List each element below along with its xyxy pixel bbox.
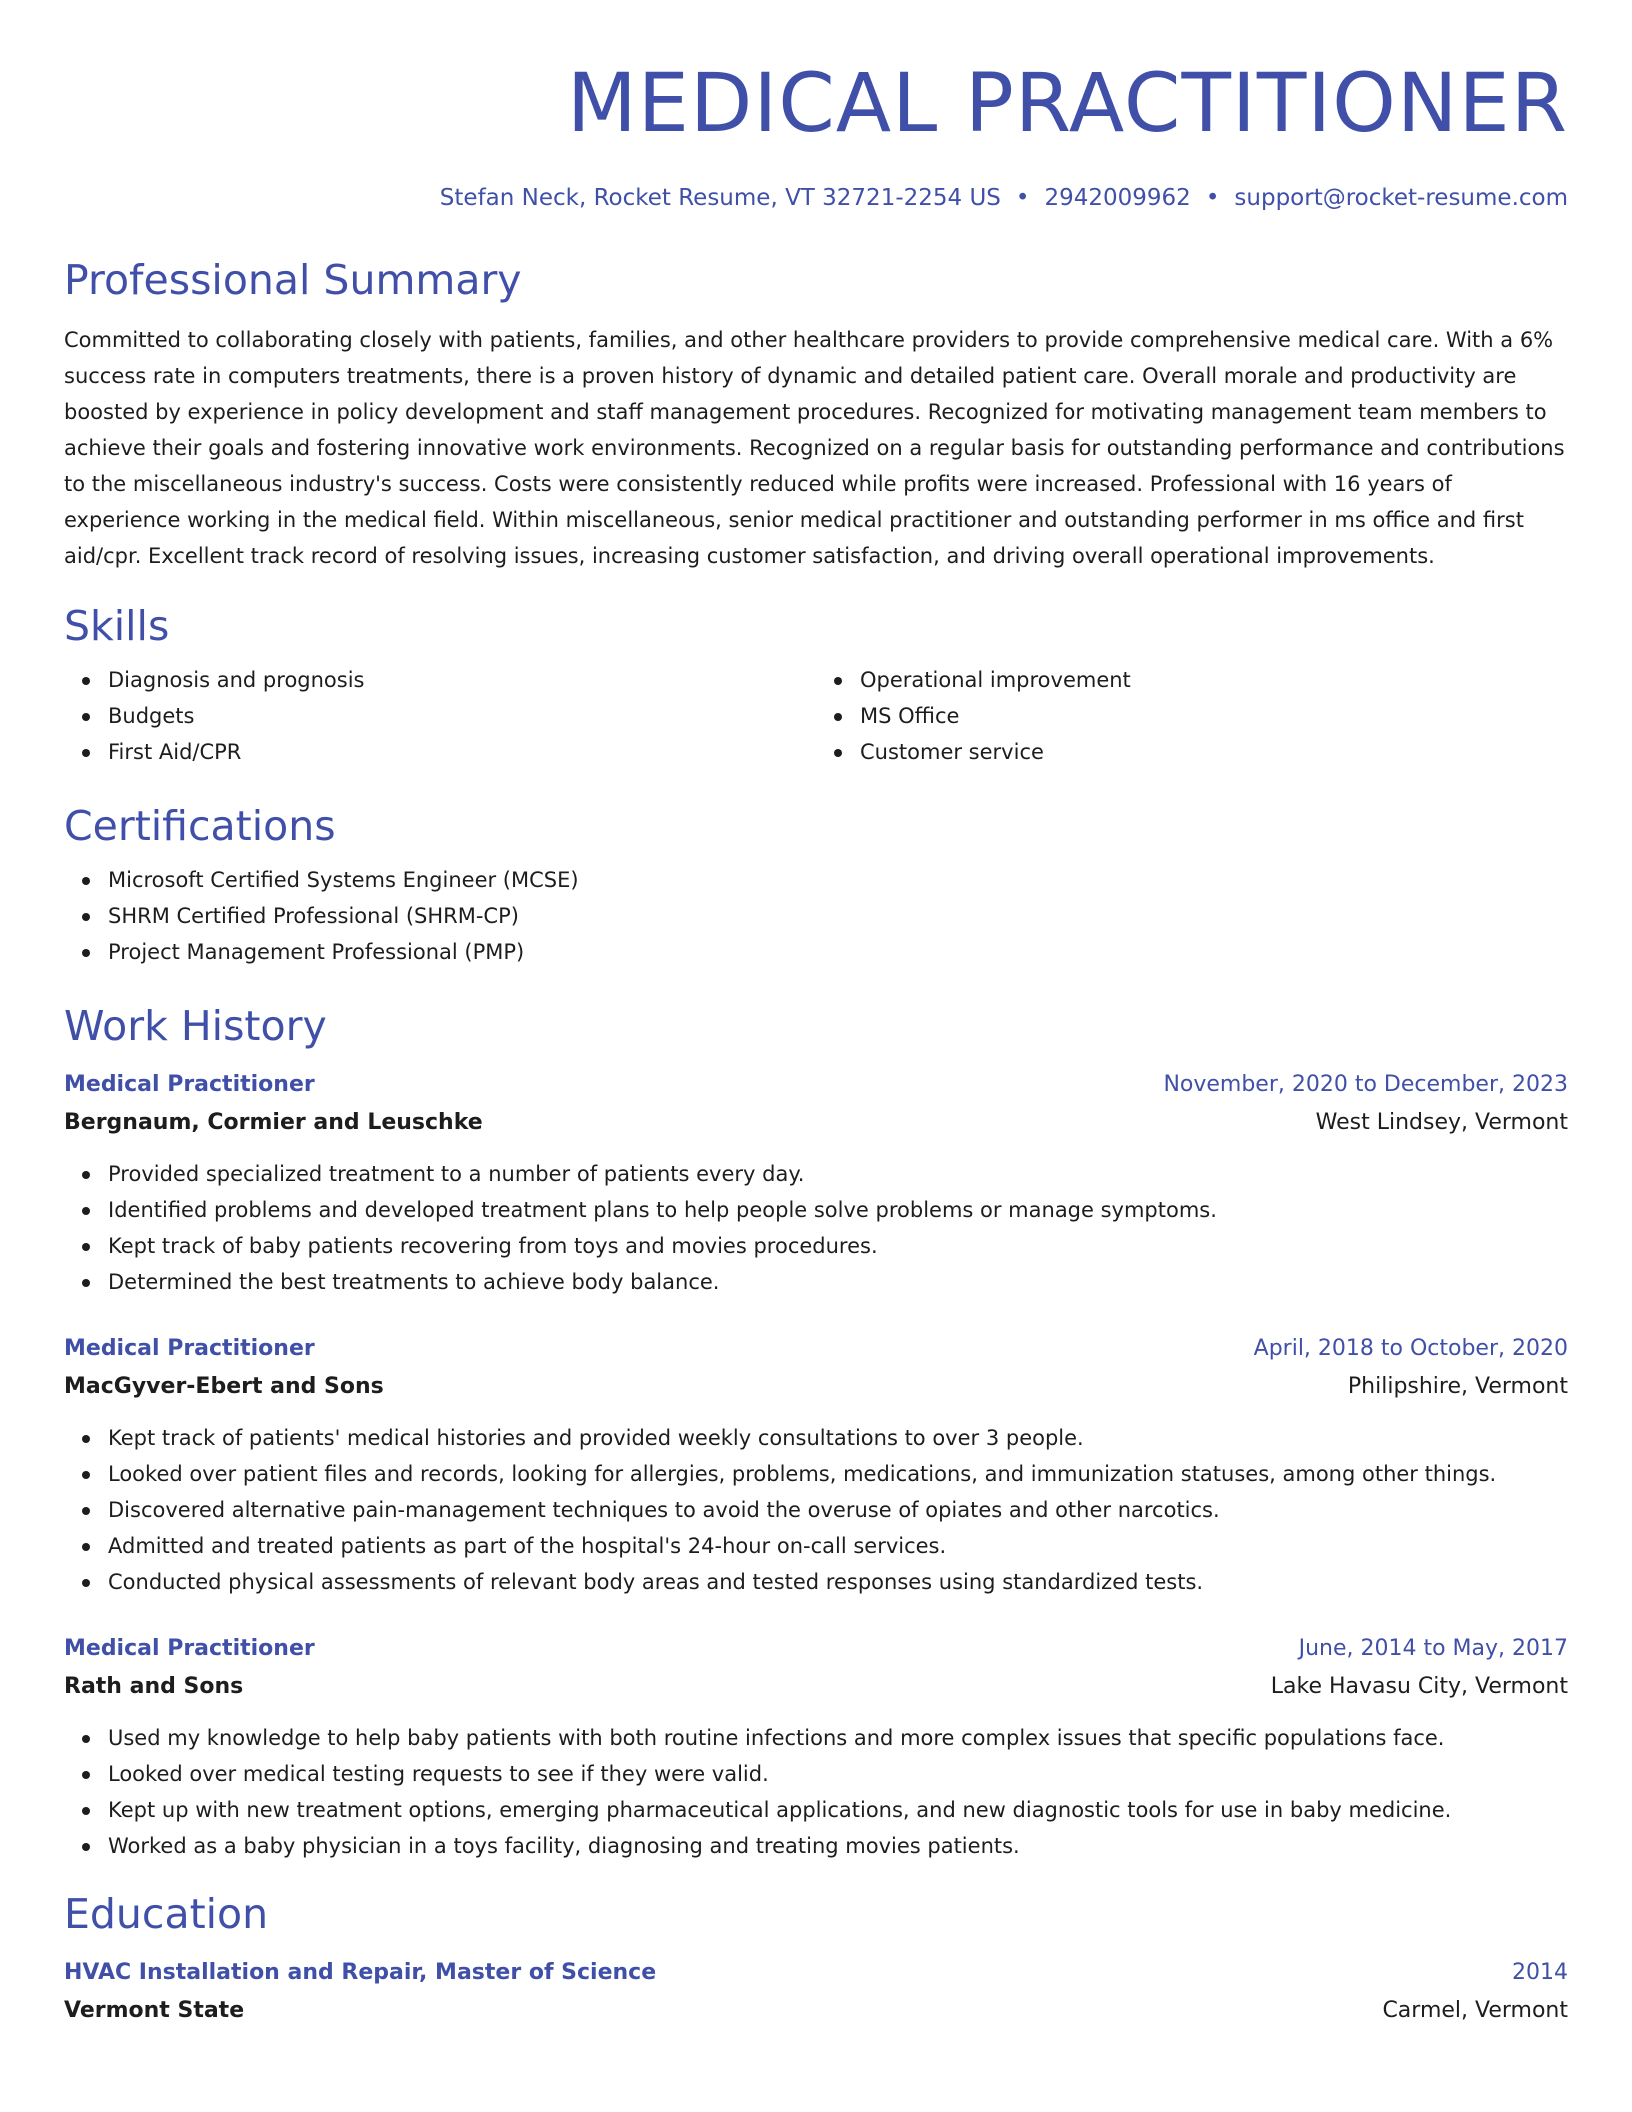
education-degree: HVAC Installation and Repair, Master of Science [64, 1960, 657, 1985]
skills-heading: Skills [64, 602, 170, 650]
job-bullet: Conducted physical assessments of relevant body areas and tested responses using standardized tests. [108, 1564, 1568, 1600]
education-year: 2014 [1512, 1960, 1568, 1985]
job-bullet: Looked over medical testing requests to see if they were valid. [108, 1756, 1568, 1792]
job-company: MacGyver-Ebert and Sons [64, 1374, 384, 1399]
contact-phone: 2942009962 [1044, 185, 1191, 211]
job-bullet: Kept track of baby patients recovering from toys and movies procedures. [108, 1228, 1568, 1264]
job-dates: April, 2018 to October, 2020 [1253, 1336, 1568, 1361]
certification-item: SHRM Certified Professional (SHRM-CP) [108, 898, 1568, 934]
skill-item: MS Office [860, 698, 1568, 734]
skills-grid [64, 662, 1568, 770]
skills-right-list [816, 662, 1568, 770]
job-location: West Lindsey, Vermont [1315, 1110, 1568, 1135]
job-role: Medical Practitioner [64, 1072, 315, 1097]
job-bullet: Admitted and treated patients as part of the hospital's 24-hour on-call services. [108, 1528, 1568, 1564]
certification-item: Project Management Professional (PMP) [108, 934, 1568, 970]
job-location: Lake Havasu City, Vermont [1270, 1674, 1568, 1699]
job-location: Philipshire, Vermont [1347, 1374, 1568, 1399]
job-bullet: Used my knowledge to help baby patients with both routine infections and more complex issues that specific populations face. [108, 1720, 1568, 1756]
certifications-heading: Certifications [64, 802, 336, 850]
job-bullet: Discovered alternative pain-management techniques to avoid the overuse of opiates and other narcotics. [108, 1492, 1568, 1528]
skill-item: First Aid/CPR [108, 734, 816, 770]
job-bullet: Kept up with new treatment options, emerging pharmaceutical applications, and new diagnostic tools for use in baby medicine. [108, 1792, 1568, 1828]
job-bullets [64, 1420, 1568, 1600]
skill-item: Diagnosis and prognosis [108, 662, 816, 698]
job-bullet: Determined the best treatments to achieve body balance. [108, 1264, 1568, 1300]
job-bullet: Kept track of patients' medical histories and provided weekly consultations to over 3 people. [108, 1420, 1568, 1456]
skill-item: Operational improvement [860, 662, 1568, 698]
job-entry [64, 1066, 1568, 1300]
skill-item: Budgets [108, 698, 816, 734]
job-bullet: Looked over patient files and records, looking for allergies, problems, medications, and immunization statuses, among other things. [108, 1456, 1568, 1492]
education-heading: Education [64, 1890, 269, 1938]
contact-email[interactable]: support@rocket-resume.com [1234, 185, 1568, 211]
certifications-list [64, 862, 1568, 970]
job-bullets [64, 1720, 1568, 1864]
job-dates: June, 2014 to May, 2017 [1298, 1636, 1568, 1661]
job-bullet: Provided specialized treatment to a number of patients every day. [108, 1156, 1568, 1192]
job-bullet: Worked as a baby physician in a toys facility, diagnosing and treating movies patients. [108, 1828, 1568, 1864]
certification-item: Microsoft Certified Systems Engineer (MCSE) [108, 862, 1568, 898]
job-dates: November, 2020 to December, 2023 [1163, 1072, 1568, 1097]
contact-line [64, 182, 1568, 214]
job-role: Medical Practitioner [64, 1336, 315, 1361]
summary-text: Committed to collaborating closely with patients, families, and other healthcare providers to provide comprehensive medical care. With a 6% success rate in computers treatments, there is a proven history of dynamic and detailed patient care. Overall morale and productivity are boosted by experience in policy development and staff management procedures. Recognized for motivating management team members to achieve their goals and fostering innovative work environments. Recognized on a regular basis for outstanding performance and contributions to the miscellaneous industry's success. Costs were consistently reduced while profits were increased. Professional with 16 years of experience working in the medical field. Within miscellaneous, senior medical practitioner and outstanding performer in ms office and first aid/cpr. Excellent track record of resolving issues, increasing customer satisfaction, and driving overall operational improvements. [64, 328, 1565, 568]
job-company: Rath and Sons [64, 1674, 244, 1699]
job-role: Medical Practitioner [64, 1636, 315, 1661]
separator-dot: • [1205, 185, 1220, 211]
education-location: Carmel, Vermont [1382, 1998, 1568, 2023]
resume-title: MEDICAL PRACTITIONER [566, 57, 1568, 151]
work-history-heading: Work History [64, 1002, 327, 1050]
job-company: Bergnaum, Cormier and Leuschke [64, 1110, 483, 1135]
separator-dot: • [1015, 185, 1030, 211]
contact-address: Stefan Neck, Rocket Resume, VT 32721-2254 US [439, 185, 1001, 211]
skill-item: Customer service [860, 734, 1568, 770]
skills-left-list [64, 662, 816, 770]
job-bullets [64, 1156, 1568, 1300]
job-bullet: Identified problems and developed treatment plans to help people solve problems or manage symptoms. [108, 1192, 1568, 1228]
job-entry [64, 1330, 1568, 1600]
education-school: Vermont State [64, 1998, 245, 2023]
summary-heading: Professional Summary [64, 256, 522, 304]
education-entry [64, 1954, 1568, 2030]
job-entry [64, 1630, 1568, 1864]
